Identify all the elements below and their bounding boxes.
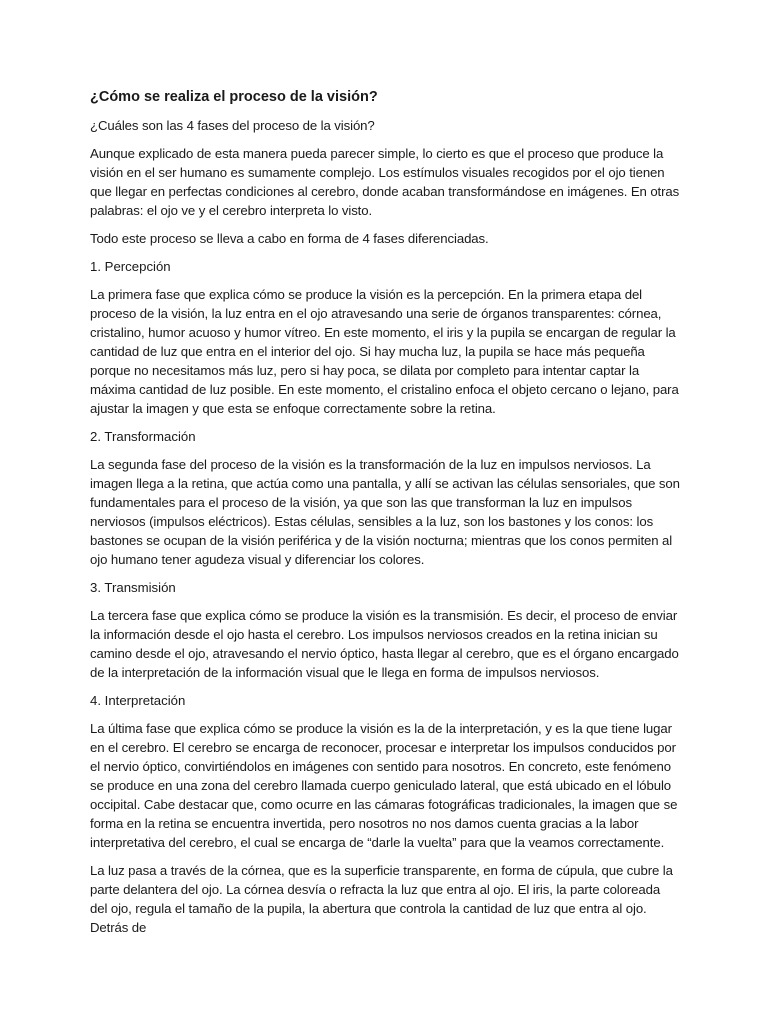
section-heading-interpretacion: 4. Interpretación xyxy=(90,693,186,708)
section-heading-percepcion: 1. Percepción xyxy=(90,259,171,274)
section-text-transformacion: La segunda fase del proceso de la visión es la transformación de la luz en impulsos nerviosos. La imagen llega a la retina, que actúa como una pantalla, y allí se activan las células sensoriales, que son fundamentales para el proceso de la visión, ya que son las que transforman la luz en impulsos nerviosos (impulsos eléctricos). Estas células, sensibles a la luz, son los bastones y los conos: los bastones se ocupan de la visión periférica y de la visión nocturna; mientras que los conos permiten al ojo humano tener agudeza visual y diferenciar los colores. xyxy=(90,457,680,567)
overview-paragraph: Todo este proceso se lleva a cabo en forma de 4 fases diferenciadas. xyxy=(90,231,489,246)
subtitle: ¿Cuáles son las 4 fases del proceso de la visión? xyxy=(90,118,375,133)
document-page xyxy=(90,88,680,946)
page-title: ¿Cómo se realiza el proceso de la visión? xyxy=(90,89,378,105)
section-text-interpretacion: La última fase que explica cómo se produce la visión es la de la interpretación, y es la que tiene lugar en el cerebro. El cerebro se encarga de reconocer, procesar e interpretar los impulsos conducidos por el nervio óptico, convirtiéndolos en imágenes con sentido para nosotros. En concreto, este fenómeno se produce en una zona del cerebro llamada cuerpo geniculado lateral, que está ubicado en el lóbulo occipital. Cabe destacar que, como ocurre en las cámaras fotográficas tradicionales, la imagen que se forma en la retina se encuentra invertida, pero nosotros no nos damos cuenta gracias a la labor interpretativa del cerebro, el cual se encarga de “darle la vuelta” para que la veamos correctamente. xyxy=(90,721,678,850)
section-text-percepcion: La primera fase que explica cómo se produce la visión es la percepción. En la primera etapa del proceso de la visión, la luz entra en el ojo atravesando una serie de órganos transparentes: córnea, cristalino, humor acuoso y humor vítreo. En este momento, el iris y la pupila se encargan de regular la cantidad de luz que entra en el interior del ojo. Si hay mucha luz, la pupila se hace más pequeña porque no necesitamos más luz, pero si hay poca, se dilata por completo para intentar captar la máxima cantidad de luz posible. En este momento, el cristalino enfoca el objeto cercano o lejano, para ajustar la imagen y que esta se enfoque correctamente sobre la retina. xyxy=(90,287,679,416)
section-heading-transformacion: 2. Transformación xyxy=(90,429,196,444)
intro-paragraph: Aunque explicado de esta manera pueda parecer simple, lo cierto es que el proceso que produce la visión en el ser humano es sumamente complejo. Los estímulos visuales recogidos por el ojo tienen que llegar en perfectas condiciones al cerebro, donde acaban transformándose en imágenes. En otras palabras: el ojo ve y el cerebro interpreta lo visto. xyxy=(90,146,680,218)
section-heading-transmision: 3. Transmisión xyxy=(90,580,176,595)
closing-paragraph: La luz pasa a través de la córnea, que es la superficie transparente, en forma de cúpula, que cubre la parte delantera del ojo. La córnea desvía o refracta la luz que entra al ojo. El iris, la parte coloreada del ojo, regula el tamaño de la pupila, la abertura que controla la cantidad de luz que entra al ojo. Detrás de xyxy=(90,863,673,935)
section-text-transmision: La tercera fase que explica cómo se produce la visión es la transmisión. Es decir, el proceso de enviar la información desde el ojo hasta el cerebro. Los impulsos nerviosos creados en la retina inician su camino desde el ojo, atravesando el nervio óptico, hasta llegar al cerebro, que es el órgano encargado de la interpretación de la información visual que le llega en forma de impulsos nerviosos. xyxy=(90,608,679,680)
